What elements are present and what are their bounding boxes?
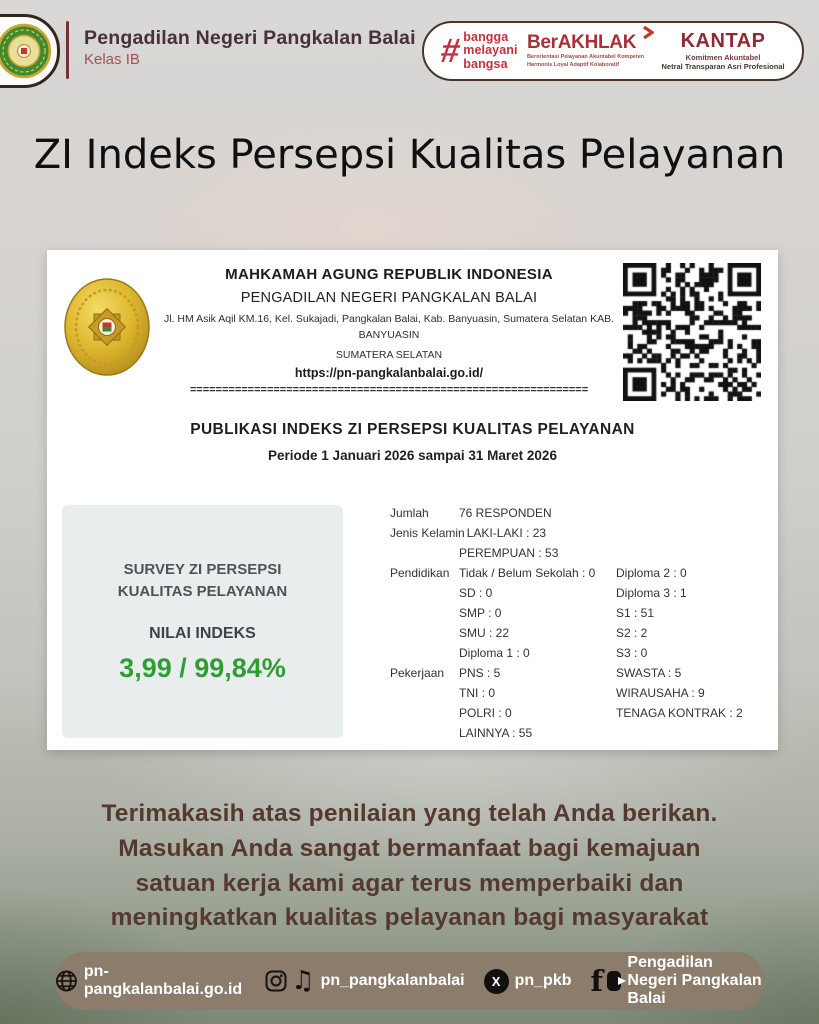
publication-card [47, 250, 778, 750]
mahkamah-agung-emblem-icon [63, 276, 151, 378]
stat-value: WIRAUSAHA : 9 [616, 686, 705, 700]
letterhead-divider: ============================================================== [189, 383, 589, 396]
globe-icon [55, 968, 78, 994]
hashtag-icon: # [438, 31, 464, 70]
instagram-tiktok-handle: pn_pangkalanbalai [320, 972, 465, 989]
bangga-melayani-bangsa-logo [438, 30, 518, 71]
stat-value: TNI : 0 [459, 686, 496, 700]
kantap-sub2: Netral Transparan Asri Profesional [661, 62, 785, 71]
stat-label: Jumlah [390, 506, 429, 520]
thank-you-line: satuan kerja kami agar terus memperbaiki dan [135, 869, 684, 897]
bangga-word-3: bangsa [463, 56, 508, 71]
header-bar [0, 0, 819, 100]
stat-row [390, 543, 743, 563]
stat-row [390, 583, 743, 603]
page-title: ZI Indeks Persepsi Kualitas Pelayanan [33, 132, 786, 178]
org-class: Kelas IB [84, 51, 140, 69]
stat-label: Pendidikan [390, 566, 450, 580]
thank-you-line: Terimakasih atas penilaian yang telah Anda berikan. [101, 800, 718, 827]
court-logo-pill [0, 14, 60, 88]
letterhead-address: Jl. HM Asik Aqil KM.16, Kel. Sukajadi, Pangkalan Balai, Kab. Banyuasin, Sumatera Selatan KAB. BANYUASIN [164, 313, 614, 341]
letterhead-court-name: PENGADILAN NEGERI PANGKALAN BALAI [240, 290, 538, 306]
stat-value: PNS : 5 [459, 666, 501, 680]
facebook-icon: f [590, 963, 603, 998]
survey-index-box [62, 505, 343, 738]
instagram-icon [264, 969, 288, 993]
stat-row-gender [390, 523, 743, 543]
website-text: pn-pangkalanbalai.go.id [83, 963, 243, 998]
stat-value: S2 : 2 [616, 626, 648, 640]
footer-website [55, 963, 245, 999]
stat-row [390, 643, 743, 663]
respondent-stats [390, 503, 743, 743]
chevron-arrow-icon [641, 26, 654, 39]
header-divider [66, 21, 69, 79]
bangga-word-1: bangga [463, 30, 509, 45]
stat-row [390, 703, 743, 723]
stat-value: Diploma 1 : 0 [459, 646, 530, 660]
stat-value: TENAGA KONTRAK : 2 [616, 706, 743, 720]
letterhead-province: SUMATERA SELATAN [335, 348, 443, 361]
court-logo-icon [0, 23, 52, 79]
stat-value: PEREMPUAN : 53 [459, 546, 559, 560]
x-twitter-icon: X [484, 969, 509, 994]
stat-value: Diploma 2 : 0 [616, 566, 687, 580]
stat-value: LAINNYA : 55 [459, 726, 533, 740]
berakhlak-title: BerAKHLAK [526, 32, 637, 54]
index-value: 3,99 / 99,84% [119, 652, 286, 683]
stat-value: S3 : 0 [616, 646, 648, 660]
berakhlak-sub1: Berorientasi Pelayanan Akuntabel Kompeten [526, 54, 645, 61]
stat-value: 76 RESPONDEN [459, 506, 552, 520]
stat-row-pekerjaan [390, 663, 743, 683]
bangga-word-2: melayani [463, 43, 518, 58]
stat-row [390, 603, 743, 623]
stat-value: SMP : 0 [459, 606, 502, 620]
thank-you-line: Masukan Anda sangat bermanfaat bagi kemajuan [118, 834, 701, 862]
stat-label: Pekerjaan [390, 666, 445, 680]
footer-bar [55, 952, 765, 1010]
berakhlak-logo [527, 33, 652, 69]
stat-row-jumlah [390, 503, 743, 523]
stat-label: Jenis Kelamin [390, 526, 465, 540]
stat-row-pendidikan [390, 563, 743, 583]
facebook-youtube-name: Pengadilan Negeri Pangkalan Balai [627, 954, 762, 1007]
kantap-logo [661, 31, 784, 71]
letterhead [155, 266, 623, 396]
youtube-icon [607, 971, 621, 991]
stat-value: Diploma 3 : 1 [616, 586, 687, 600]
stat-row [390, 683, 743, 703]
thank-you-line: meningkatkan kualitas pelayanan bagi masyarakat [110, 904, 709, 932]
kantap-sub1: Komitmen Akuntabel [685, 53, 761, 62]
thank-you-message [0, 797, 819, 936]
org-name: Pengadilan Negeri Pangkalan Balai [84, 27, 416, 49]
stat-row [390, 623, 743, 643]
stat-value: SMU : 22 [459, 626, 510, 640]
publication-period: Periode 1 Januari 2026 sampai 31 Maret 2026 [268, 448, 557, 463]
footer-instagram-tiktok [264, 968, 464, 994]
berakhlak-sub2: Harmonis Loyal Adaptif Kolaboratif [526, 61, 620, 68]
footer-x [484, 969, 572, 994]
index-label: NILAI INDEKS [149, 624, 256, 642]
survey-title-line2: KUALITAS PELAYANAN [117, 583, 288, 600]
stat-value: SD : 0 [459, 586, 493, 600]
footer-facebook-youtube [591, 954, 766, 1008]
stat-value: LAKI-LAKI : 23 [466, 526, 547, 540]
brand-badges-pill [422, 21, 804, 81]
kantap-title: KANTAP [680, 30, 766, 52]
stat-value: SWASTA : 5 [616, 666, 682, 680]
survey-title-line1: SURVEY ZI PERSEPSI [123, 561, 282, 579]
stat-value: Tidak / Belum Sekolah : 0 [459, 566, 596, 580]
stat-row [390, 723, 743, 743]
x-handle: pn_pkb [514, 972, 572, 989]
stat-value: POLRI : 0 [459, 706, 512, 720]
tiktok-icon: ♫ [291, 966, 315, 996]
publication-title: PUBLIKASI INDEKS ZI PERSEPSI KUALITAS PELAYANAN [190, 421, 635, 438]
stat-value: S1 : 51 [616, 606, 655, 620]
letterhead-supreme-court: MAHKAMAH AGUNG REPUBLIK INDONESIA [225, 266, 553, 283]
qr-code [623, 263, 761, 401]
letterhead-website: https://pn-pangkalanbalai.go.id/ [294, 365, 484, 380]
